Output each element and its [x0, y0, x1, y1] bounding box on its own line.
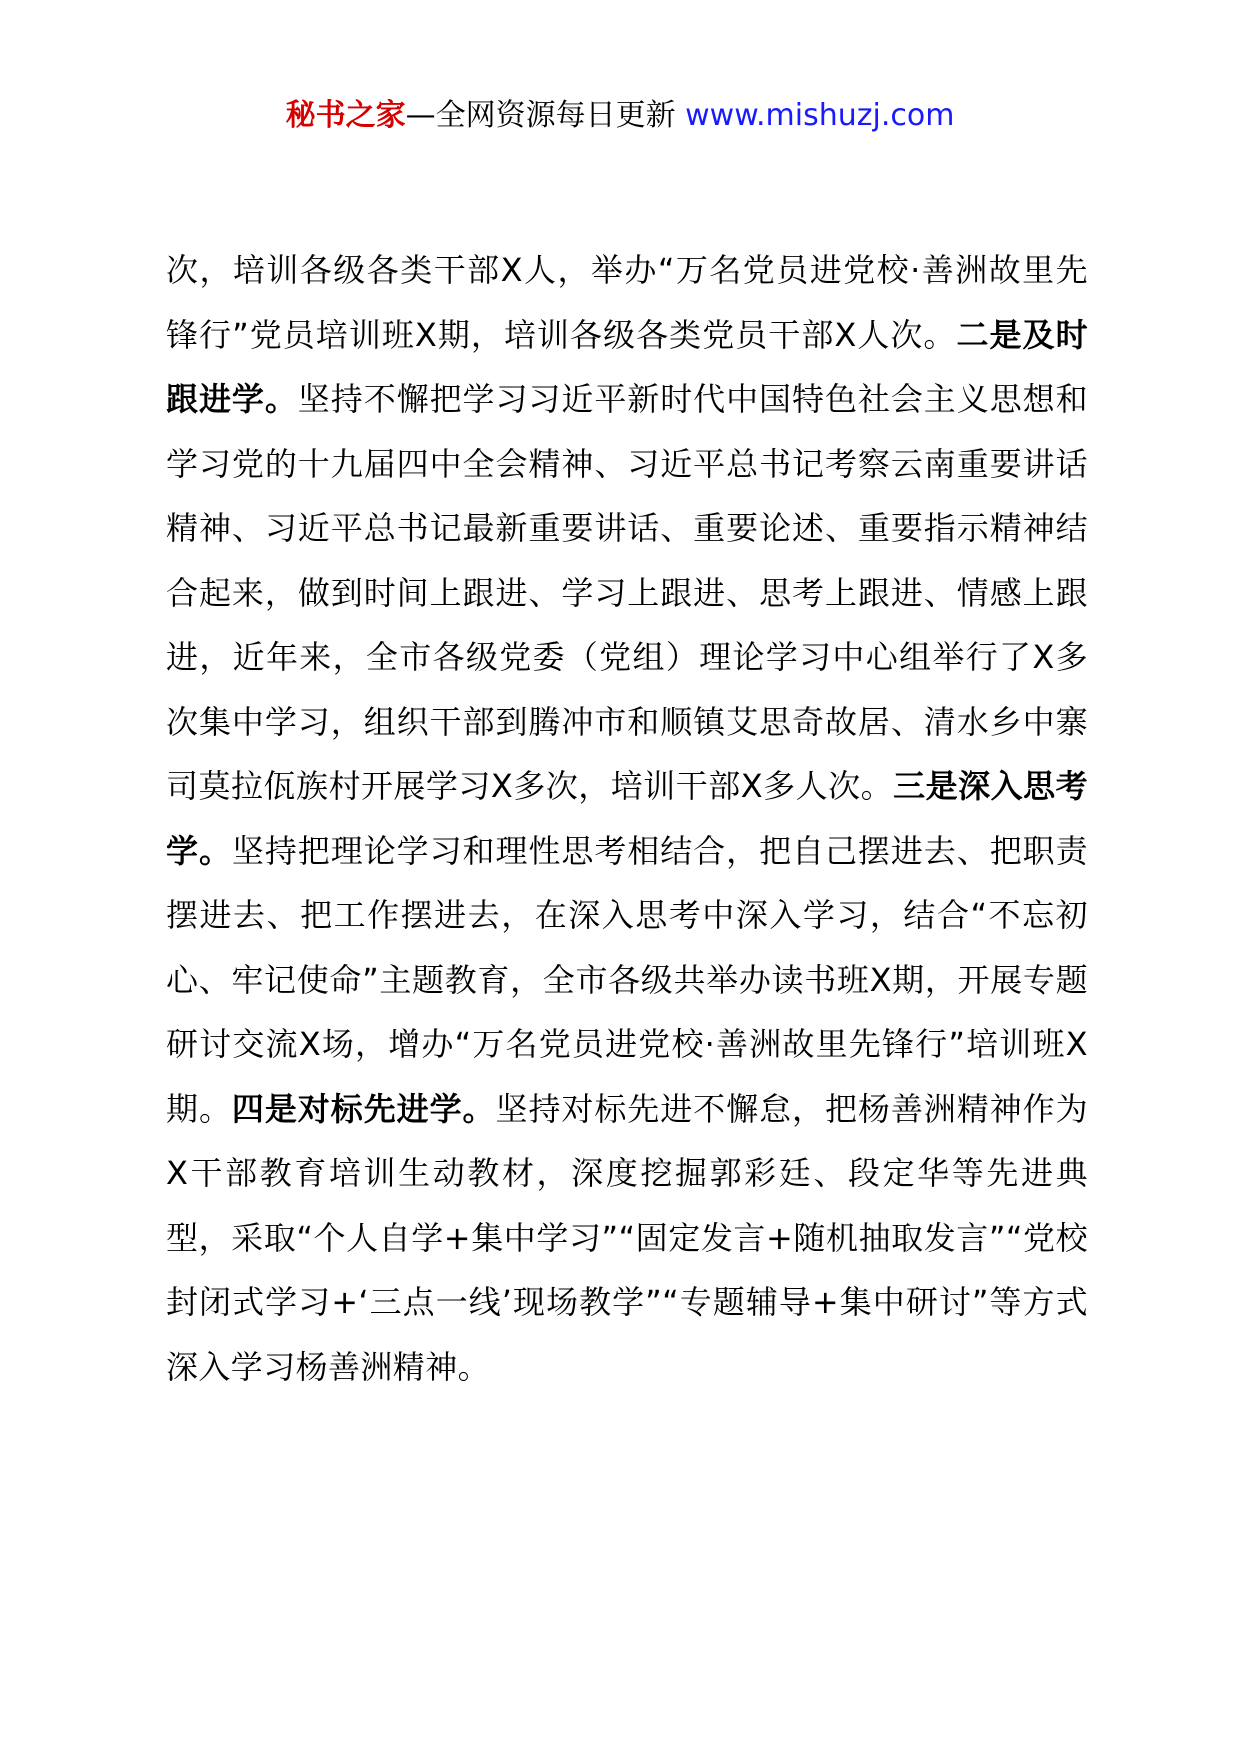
paragraph-text-segment: 坚持把理论学习和理性思考相结合，把自己摆进去、把职责摆进去、把工作摆进去，在深入思考中深入学习，结合“不忘初心、牢记使命”主题教育，全市各级共举办读书班X期，开展专题研讨交流X场，增办“万名党员进党校·善洲故里先锋行”培训班X期。 [166, 831, 1088, 1128]
body-paragraph [166, 238, 1088, 1399]
site-url-link[interactable]: www.mishuzj.com [685, 98, 955, 133]
paragraph-text-segment: 次，培训各级各类干部X人，举办“万名党员进党校·善洲故里先锋行”党员培训班X期，培训各级各类党员干部X人次。 [166, 251, 1088, 354]
section-lead-3: 三是深入思考学。 [166, 767, 1088, 870]
section-lead-2: 二是及时跟进学。 [166, 315, 1088, 418]
site-brand[interactable]: 秘书之家 [285, 98, 406, 133]
document-body [166, 238, 1088, 1399]
paragraph-text-segment: 坚持对标先进不懈怠，把杨善洲精神作为X干部教育培训生动教材，深度挖掘郭彩廷、段定华等先进典型，采取“个人自学+集中学习”“固定发言+随机抽取发言”“党校封闭式学习+‘三点一线’现场教学”“专题辅导+集中研讨”等方式深入学习杨善洲精神。 [166, 1089, 1089, 1386]
page-header [0, 96, 1240, 136]
section-lead-4: 四是对标先进学。 [231, 1089, 496, 1128]
site-tagline: —全网资源每日更新 [405, 98, 676, 133]
paragraph-text-segment: 坚持不懈把学习习近平新时代中国特色社会主义思想和学习党的十九届四中全会精神、习近平总书记考察云南重要讲话精神、习近平总书记最新重要讲话、重要论述、重要指示精神结合起来，做到时间上跟进、学习上跟进、思考上跟进、情感上跟进，近年来，全市各级党委（党组）理论学习中心组举行了X多次集中学习，组织干部到腾冲市和顺镇艾思奇故居、清水乡中寨司莫拉佤族村开展学习X多次，培训干部X多人次。 [166, 380, 1088, 805]
